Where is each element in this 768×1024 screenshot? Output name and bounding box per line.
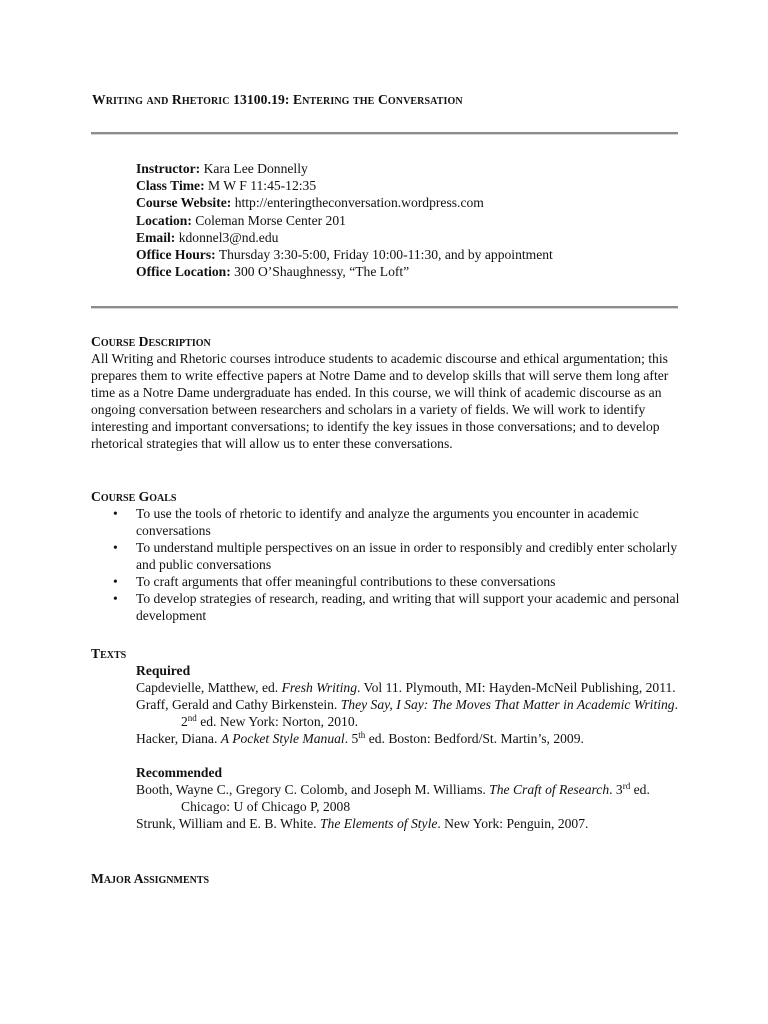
section-heading: Major Assignments [91, 871, 210, 886]
citation [136, 696, 681, 730]
list-item [91, 590, 681, 624]
info-label: Office Hours: [136, 246, 216, 262]
citation-author: Capdevielle, Matthew, ed. [136, 680, 282, 695]
citation-title: A Pocket Style Manual [220, 731, 345, 746]
texts-section [91, 645, 681, 832]
edition-number: 5 [351, 731, 359, 746]
bullet-icon: • [113, 540, 118, 555]
citation-title: Fresh Writing [281, 680, 357, 695]
citation [136, 679, 681, 696]
major-assignments-section [91, 870, 681, 887]
course-goals-section [91, 488, 681, 624]
info-value: Coleman Morse Center 201 [195, 212, 346, 228]
bullet-icon: • [113, 591, 118, 606]
citation-author: Graff, Gerald and Cathy Birkenstein. [136, 697, 341, 712]
citation-author: Hacker, Diana. [136, 731, 221, 746]
info-value: Kara Lee Donnelly [203, 161, 308, 176]
bullet-icon: • [113, 506, 118, 521]
info-label: Class Time: [136, 178, 205, 194]
goal-text: To develop strategies of research, reading, and writing that will support your academic and personal development [136, 591, 680, 623]
citation-details: ed. Chicago: U of Chicago P, 2008 [181, 782, 650, 814]
instructor-row [136, 160, 553, 177]
info-label: Office Location: [136, 264, 231, 280]
section-heading: Course Description [91, 334, 211, 349]
list-item [91, 505, 681, 539]
recommended-heading: Recommended [136, 765, 223, 780]
info-label: Instructor: [136, 161, 201, 176]
location-row [136, 212, 553, 229]
info-value: Thursday 3:30-5:00, Friday 10:00-11:30, and by appointment [218, 246, 553, 262]
edition-ordinal: nd [187, 713, 197, 723]
goals-list [91, 505, 681, 624]
citation-title: They Say, I Say: The Moves That Matter in Academic Writing [340, 697, 675, 712]
office-hours-row [136, 246, 553, 263]
info-label: Location: [136, 212, 192, 228]
citation-punct: . [609, 782, 616, 797]
info-value: 300 O’Shaughnessy, “The Loft” [234, 264, 410, 280]
divider-top [91, 132, 678, 135]
edition-ordinal: rd [622, 781, 631, 791]
course-website-row [136, 194, 553, 211]
office-location-row [136, 263, 553, 280]
goal-text: To understand multiple perspectives on an issue in order to responsibly and credibly enter scholarly and public conversations [136, 540, 678, 572]
citation-details: ed. New York: Norton, 2010. [196, 714, 359, 729]
goal-text: To craft arguments that offer meaningful contributions to these conversations [136, 574, 556, 589]
info-label: Email: [136, 229, 176, 245]
required-heading: Required [136, 663, 191, 678]
goal-text: To use the tools of rhetoric to identify and analyze the arguments you encounter in academic conversations [136, 506, 639, 538]
citation-details: . Vol 11. Plymouth, MI: Hayden-McNeil Publishing, 2011. [357, 680, 676, 695]
email-row [136, 229, 553, 246]
citation [136, 815, 681, 832]
email-link[interactable]: kdonnel3@nd.edu [178, 229, 279, 245]
citation-author: Strunk, William and E. B. White. [136, 816, 320, 831]
citation-author: Booth, Wayne C., Gregory C. Colomb, and Joseph M. Williams. [136, 782, 490, 797]
citation-details: ed. Boston: Bedford/St. Martin’s, 2009. [365, 731, 584, 746]
citation-punct: . [344, 731, 352, 746]
citation-punct: . [674, 697, 679, 712]
course-website-link[interactable]: http://enteringtheconversation.wordpress.com [234, 195, 484, 211]
edition-ordinal: th [358, 730, 366, 740]
section-heading: Course Goals [91, 489, 177, 504]
list-item [91, 539, 681, 573]
course-description-text: All Writing and Rhetoric courses introduce students to academic discourse and ethical argumentation; this prepares them to write effective papers at Notre Dame and to develop skills that will serve them long after time as a Notre Dame undergraduate has ended. In this course, we will think of academic discourse as an ongoing conversation between researchers and scholars in a variety of fields. We will work to identify interesting and important conversations; to identify the key issues in those conversations; and to develop rhetorical strategies that will allow us to enter these conversations. [91, 351, 669, 451]
info-value: M W F 11:45-12:35 [208, 178, 317, 194]
citation [136, 781, 681, 815]
citation-title: The Elements of Style [319, 816, 438, 831]
citation-details: . New York: Penguin, 2007. [437, 816, 589, 831]
section-heading: Texts [91, 646, 127, 661]
edition-number: 3 [615, 782, 623, 797]
course-info-block [136, 160, 553, 280]
citation [136, 730, 681, 747]
class-time-row [136, 177, 553, 194]
course-description-section [91, 333, 681, 452]
bullet-icon: • [113, 574, 118, 589]
list-item [91, 573, 681, 590]
divider-bottom [91, 306, 678, 309]
edition-number: 2 [181, 714, 188, 729]
citation-title: The Craft of Research [489, 782, 610, 797]
page-title: Writing and Rhetoric 13100.19: Entering the Conversation [92, 92, 463, 107]
info-label: Course Website: [136, 195, 232, 211]
